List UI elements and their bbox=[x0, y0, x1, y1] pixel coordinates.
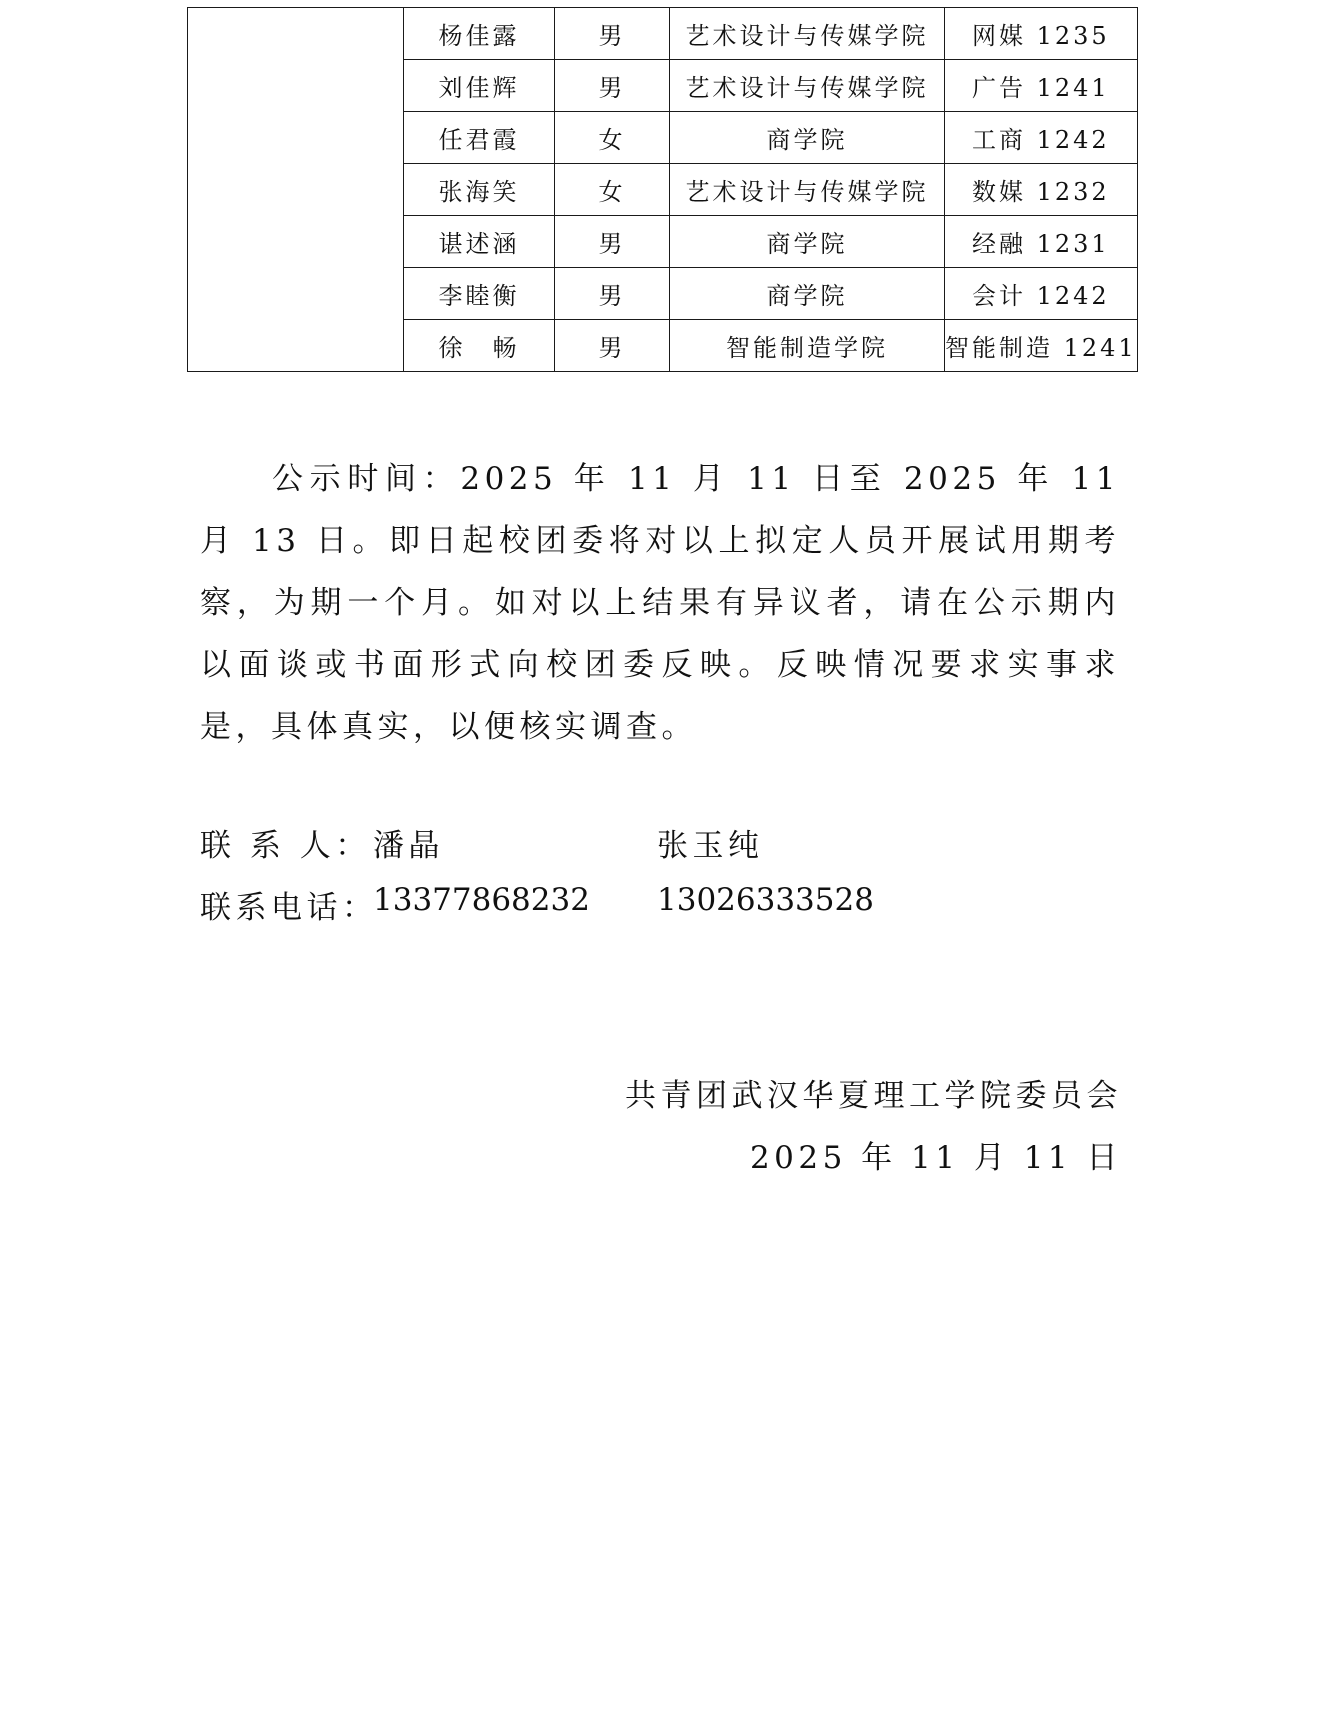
college-cell: 智能制造学院 bbox=[670, 320, 945, 372]
college-cell: 商学院 bbox=[670, 268, 945, 320]
class-cell: 广告 1241 bbox=[945, 60, 1138, 112]
class-cell: 经融 1231 bbox=[945, 216, 1138, 268]
college-cell: 艺术设计与传媒学院 bbox=[670, 60, 945, 112]
college-cell: 商学院 bbox=[670, 112, 945, 164]
signature-org: 共青团武汉华夏理工学院委员会 bbox=[625, 1078, 1122, 1114]
roster-table bbox=[187, 7, 1138, 372]
gender-cell: 男 bbox=[555, 60, 670, 112]
gender-cell: 男 bbox=[555, 320, 670, 372]
name-cell: 杨佳露 bbox=[404, 8, 555, 60]
college-cell: 商学院 bbox=[670, 216, 945, 268]
class-cell: 网媒 1235 bbox=[945, 8, 1138, 60]
class-cell: 工商 1242 bbox=[945, 112, 1138, 164]
gender-cell: 男 bbox=[555, 8, 670, 60]
class-cell: 会计 1242 bbox=[945, 268, 1138, 320]
name-cell: 张海笑 bbox=[404, 164, 555, 216]
gender-cell: 男 bbox=[555, 216, 670, 268]
name-cell: 任君霞 bbox=[404, 112, 555, 164]
gender-cell: 男 bbox=[555, 268, 670, 320]
college-cell: 艺术设计与传媒学院 bbox=[670, 8, 945, 60]
class-cell: 数媒 1232 bbox=[945, 164, 1138, 216]
class-cell: 智能制造 1241 bbox=[945, 320, 1138, 372]
gender-cell: 女 bbox=[555, 164, 670, 216]
name-cell: 徐 畅 bbox=[404, 320, 555, 372]
table-row bbox=[188, 8, 1138, 60]
contact-person-1: 潘晶 bbox=[373, 828, 444, 864]
name-cell: 李睦衡 bbox=[404, 268, 555, 320]
contact-person-2: 张玉纯 bbox=[657, 828, 764, 864]
contact-person-label: 联 系 人： bbox=[200, 828, 371, 864]
contact-phone-2: 13026333528 bbox=[657, 882, 874, 918]
gender-cell: 女 bbox=[555, 112, 670, 164]
name-cell: 谌述涵 bbox=[404, 216, 555, 268]
signature-date: 2025 年 11 月 11 日 bbox=[749, 1140, 1122, 1176]
merged-blank-cell bbox=[188, 8, 404, 372]
name-cell: 刘佳辉 bbox=[404, 60, 555, 112]
contact-phone-1: 13377868232 bbox=[373, 882, 590, 918]
contact-phone-label: 联系电话： bbox=[200, 890, 378, 926]
notice-paragraph: 公示时间：2025 年 11 月 11 日至 2025 年 11 月 13 日。即日起校团委将对以上拟定人员开展试用期考察，为期一个月。如对以上结果有异议者，请在公示期内以面谈或书面形式向校团委反映。反映情况要求实事求是，具体真实，以便核实调查。 bbox=[200, 461, 1120, 745]
college-cell: 艺术设计与传媒学院 bbox=[670, 164, 945, 216]
